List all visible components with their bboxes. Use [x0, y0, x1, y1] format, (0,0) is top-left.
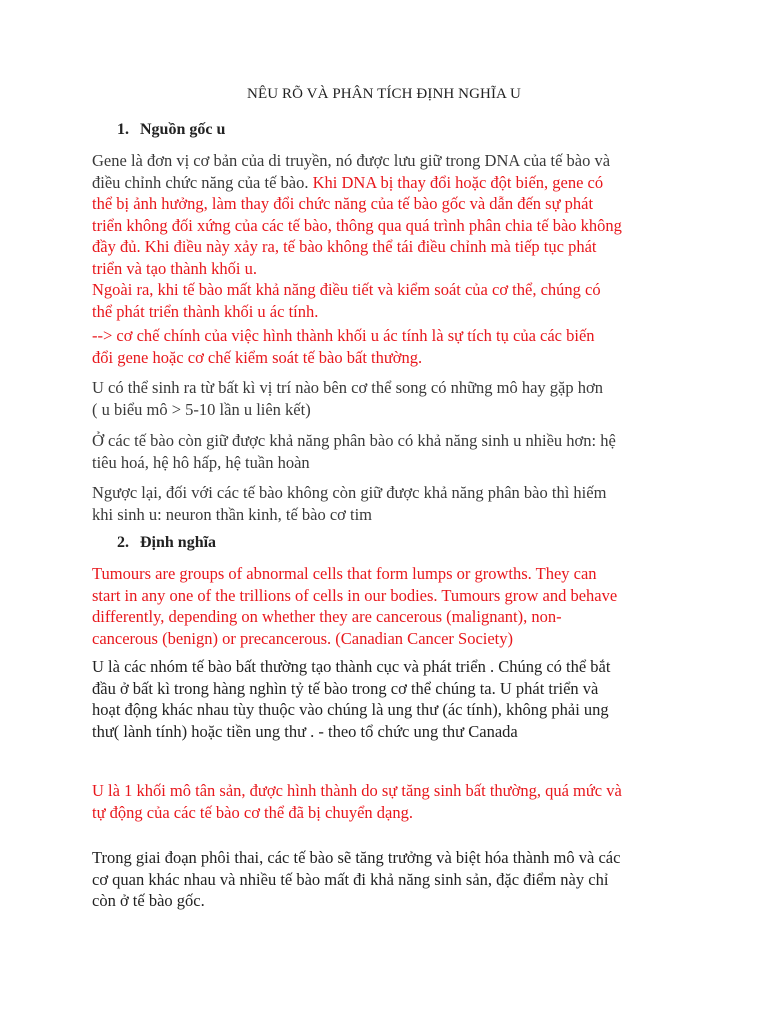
text-line: Ngoài ra, khi tế bào mất khả năng điều tiết và kiểm soát của cơ thể, chúng có — [92, 280, 601, 299]
text-line: ( u biểu mô > 5-10 lần u liên kết) — [92, 399, 311, 419]
document-title: NÊU RÕ VÀ PHÂN TÍCH ĐỊNH NGHĨA U — [247, 86, 521, 102]
section-1-title: Nguồn gốc u — [140, 121, 226, 138]
text-line: U có thể sinh ra từ bất kì vị trí nào bên cơ thể song có những mô hay gặp hơn — [92, 378, 603, 397]
section-2-paragraph-4 — [92, 847, 682, 912]
text-line: thư( lành tính) hoặc tiền ung thư . - theo tổ chức ung thư Canada — [92, 721, 518, 741]
section-2-title: Định nghĩa — [140, 534, 217, 551]
section-1-number: 1. — [117, 121, 129, 138]
text-line: cơ quan khác nhau và nhiều tế bào mất đi khả năng sinh sản, đặc điểm này chỉ — [92, 869, 609, 889]
text-line: triển không đối xứng của các tế bào, thông qua quá trình phân chia tế bào không — [92, 215, 622, 235]
section-2-paragraph-1 — [92, 563, 682, 649]
text-line: thể bị ảnh hưởng, làm thay đổi chức năng của tế bào gốc và dẫn đến sự phát — [92, 194, 594, 213]
text-line: Tumours are groups of abnormal cells that form lumps or growths. They can — [92, 564, 597, 583]
text-line: Gene là đơn vị cơ bản của di truyền, nó được lưu giữ trong DNA của tế bào và — [92, 151, 611, 170]
section-1-paragraph-2 — [92, 325, 682, 368]
section-1-paragraph-5 — [92, 482, 682, 525]
text-segment-red: Khi DNA bị thay đổi hoặc đột biến, gene có — [312, 172, 604, 192]
text-line: --> cơ chế chính của việc hình thành khối u ác tính là sự tích tụ của các biến — [92, 326, 595, 345]
section-1-paragraph-4 — [92, 430, 682, 473]
text-line: start in any one of the trillions of cells in our bodies. Tumours grow and behave — [92, 585, 618, 605]
text-line: đầu ở bất kì trong hàng nghìn tỷ tế bào trong cơ thể chúng ta. U phát triển và — [92, 678, 599, 698]
section-2-heading — [117, 534, 216, 552]
text-line: hoạt động khác nhau tùy thuộc vào chúng là ung thư (ác tính), không phải ung — [92, 700, 609, 719]
text-segment: điều chỉnh chức năng của tế bào. — [92, 172, 313, 192]
text-line: differently, depending on whether they are cancerous (malignant), non- — [92, 607, 562, 626]
text-line: tự động của các tế bào cơ thể đã bị chuyển dạng. — [92, 802, 413, 822]
text-line: cancerous (benign) or precancerous. (Canadian Cancer Society) — [92, 628, 514, 648]
text-line: Ở các tế bào còn giữ được khả năng phân bào có khả năng sinh u nhiều hơn: hệ — [92, 431, 616, 450]
section-1-paragraph-1 — [92, 150, 682, 322]
section-2-paragraph-3 — [92, 780, 682, 823]
text-line: triển và tạo thành khối u. — [92, 258, 257, 278]
text-line: U là 1 khối mô tân sản, được hình thành do sự tăng sinh bất thường, quá mức và — [92, 781, 622, 800]
text-line: tiêu hoá, hệ hô hấp, hệ tuần hoàn — [92, 452, 310, 472]
section-1-paragraph-3 — [92, 377, 682, 420]
text-line: còn ở tế bào gốc. — [92, 891, 205, 910]
text-line: đổi gene hoặc cơ chế kiểm soát tế bào bất thường. — [92, 347, 423, 367]
text-line: Ngược lại, đối với các tế bào không còn giữ được khả năng phân bào thì hiếm — [92, 483, 607, 502]
text-line: U là các nhóm tế bào bất thường tạo thành cục và phát triển . Chúng có thể bắt — [92, 657, 611, 676]
text-line: Trong giai đoạn phôi thai, các tế bào sẽ tăng trưởng và biệt hóa thành mô và các — [92, 848, 621, 867]
text-line-mixed — [92, 172, 682, 194]
section-2-number: 2. — [117, 534, 129, 551]
section-1-heading — [117, 121, 225, 139]
text-line: đầy đủ. Khi điều này xảy ra, tế bào không thể tái điều chỉnh mà tiếp tục phát — [92, 237, 597, 256]
section-2-paragraph-2 — [92, 656, 682, 742]
text-line: khi sinh u: neuron thần kinh, tế bào cơ tim — [92, 504, 373, 524]
text-line: thể phát triển thành khối u ác tính. — [92, 301, 319, 321]
